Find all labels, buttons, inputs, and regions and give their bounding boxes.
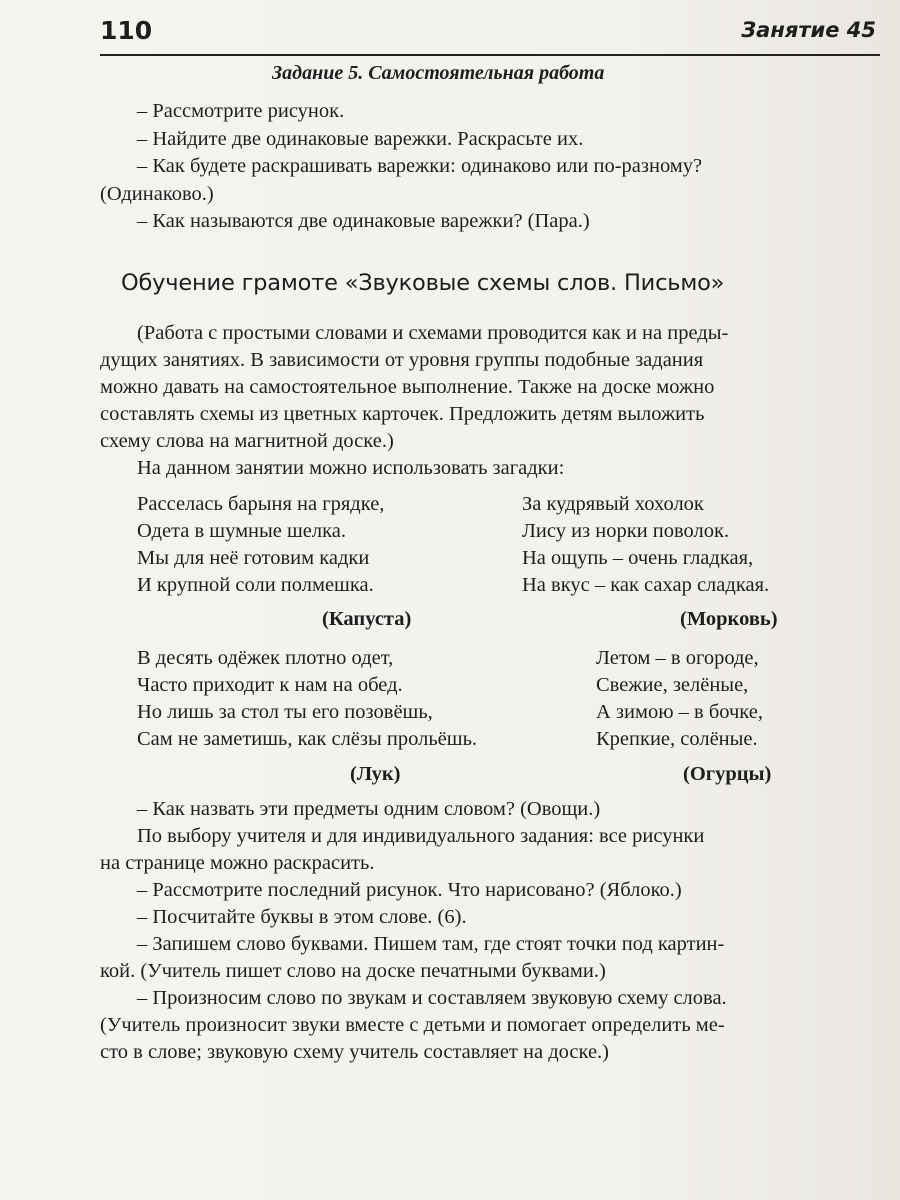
riddle-line: Но лишь за стол ты его позовёшь,: [137, 701, 433, 723]
riddle-line: В десять одёжек плотно одет,: [137, 647, 394, 669]
intro-line: дущих занятиях. В зависимости от уровня группы подобные задания: [100, 349, 704, 371]
closing-line: (Учитель произносит звуки вместе с детьми и помогает определить ме-: [100, 1014, 725, 1036]
riddle-line: Сам не заметишь, как слёзы прольёшь.: [137, 728, 478, 750]
riddles-intro: На данном занятии можно использовать загадки:: [137, 457, 565, 479]
riddle-line: Свежие, зелёные,: [596, 674, 749, 696]
closing-line: на странице можно раскрасить.: [100, 852, 375, 874]
riddle-line: Летом – в огороде,: [596, 647, 759, 669]
intro-line: (Работа с простыми словами и схемами проводится как и на преды-: [137, 322, 729, 344]
riddle-line: Расселась барыня на грядке,: [137, 493, 385, 515]
closing-line: – Рассмотрите последний рисунок. Что нарисовано? (Яблоко.): [137, 879, 682, 901]
riddle-answer: (Лук): [350, 763, 401, 785]
page-header: [100, 14, 880, 56]
task-title: Задание 5. Самостоятельная работа: [272, 62, 605, 84]
riddle-line: На ощупь – очень гладкая,: [522, 547, 754, 569]
riddle-line: Крепкие, солёные.: [596, 728, 758, 750]
closing-line: – Как назвать эти предметы одним словом? (Овощи.): [137, 798, 601, 820]
closing-line: – Произносим слово по звукам и составляем звуковую схему слова.: [137, 987, 727, 1009]
task-line: – Найдите две одинаковые варежки. Раскрасьте их.: [137, 128, 584, 150]
task-line: – Как называются две одинаковые варежки? (Пара.): [137, 210, 590, 232]
page-number: 110: [100, 16, 153, 45]
intro-line: составлять схемы из цветных карточек. Предложить детям выложить: [100, 403, 705, 425]
closing-line: кой. (Учитель пишет слово на доске печатными буквами.): [100, 960, 606, 982]
closing-line: По выбору учителя и для индивидуального задания: все рисунки: [137, 825, 705, 847]
task-line: (Одинаково.): [100, 183, 214, 205]
riddle-line: А зимою – в бочке,: [596, 701, 763, 723]
riddle-line: Часто приходит к нам на обед.: [137, 674, 403, 696]
riddle-line: Одета в шумные шелка.: [137, 520, 346, 542]
riddle-answer: (Капуста): [322, 608, 412, 630]
riddle-answer: (Морковь): [680, 608, 778, 630]
riddle-line: За кудрявый хохолок: [522, 493, 704, 515]
intro-line: схему слова на магнитной доске.): [100, 430, 394, 452]
closing-line: сто в слове; звуковую схему учитель составляет на доске.): [100, 1041, 609, 1063]
riddle-line: Лису из норки поволок.: [522, 520, 730, 542]
closing-line: – Посчитайте буквы в этом слове. (6).: [137, 906, 467, 928]
riddle-line: Мы для неё готовим кадки: [137, 547, 370, 569]
riddle-answer: (Огурцы): [683, 763, 772, 785]
riddle-line: На вкус – как сахар сладкая.: [522, 574, 770, 596]
task-line: – Рассмотрите рисунок.: [137, 100, 345, 122]
task-line: – Как будете раскрашивать варежки: одинаково или по-разному?: [137, 155, 703, 177]
riddle-line: И крупной соли полмешка.: [137, 574, 374, 596]
closing-line: – Запишем слово буквами. Пишем там, где стоят точки под картин-: [137, 933, 725, 955]
intro-line: можно давать на самостоятельное выполнение. Также на доске можно: [100, 376, 715, 398]
lesson-label: Занятие 45: [741, 18, 876, 42]
section-title: Обучение грамоте «Звуковые схемы слов. Письмо»: [121, 270, 725, 296]
